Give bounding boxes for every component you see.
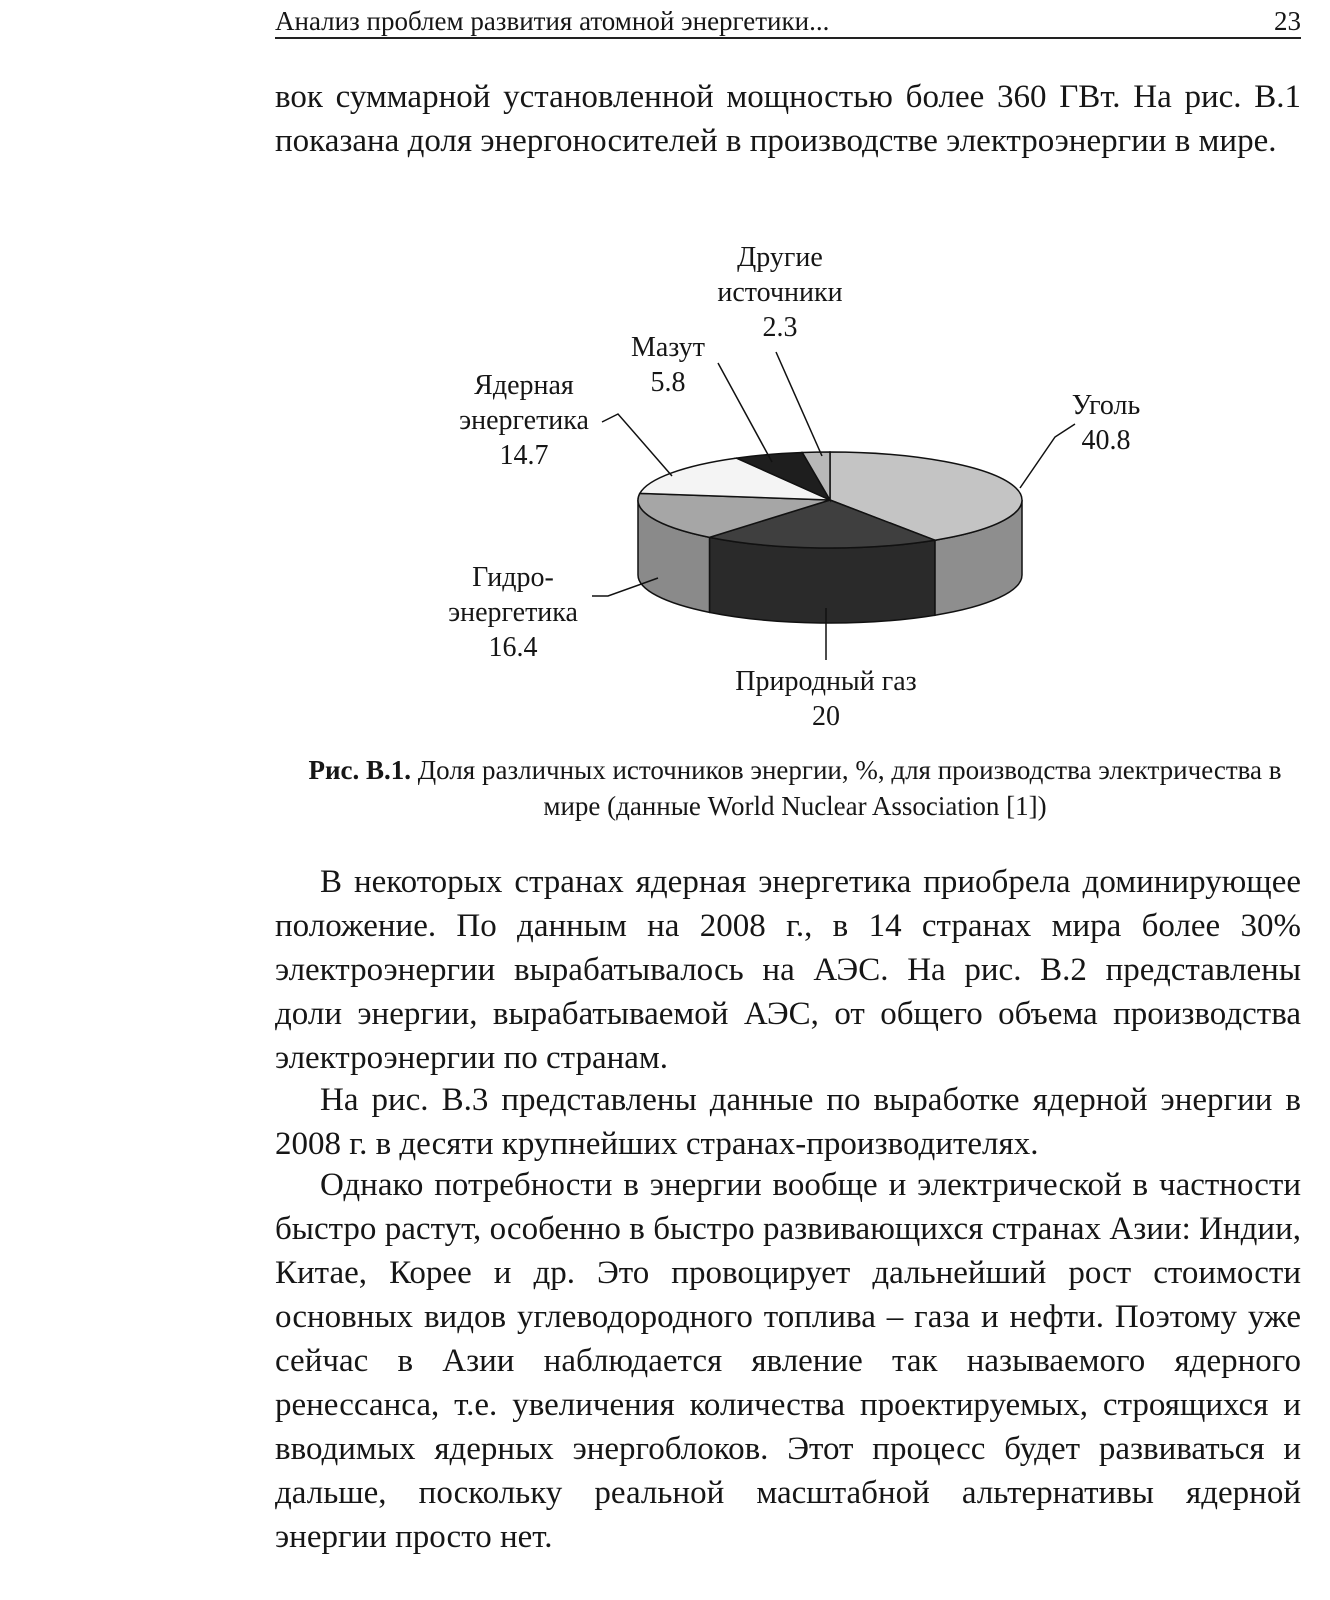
pie-side-natural-gas [709,537,934,623]
slice-label-hydro: энергетика [448,597,578,628]
slice-value-other: 2.3 [762,312,798,343]
energy-pie-chart [0,0,1330,750]
figure-caption [285,752,1305,824]
page-number: 23 [1274,6,1301,36]
slice-value-nuclear: 14.7 [499,440,549,471]
running-title: Анализ проблем развития атомной энергетики... [275,6,830,36]
slice-value-coal: 40.8 [1081,425,1131,456]
leader-line-coal [1020,424,1075,488]
leader-line-nuclear [602,414,672,476]
leader-line-other [776,352,822,456]
paragraph-top-producers: На рис. В.3 представлены данные по выработке ядерной энергии в 2008 г. в десяти крупнейших странах-производителях. [275,1082,1301,1162]
slice-label-fuel-oil: Мазут [630,332,706,363]
paragraph-renaissance: Однако потребности в энергии вообще и электрической в частности быстро растут, особенно в быстро развивающихся странах Азии: Индии, Китае, Корее и др. Это провоцирует дальнейший рост стоимости основных видов углеводородного топлива – газа и нефти. Поэтому уже сейчас в Азии наблюдается явление так называемого ядерного ренессанса, т.е. увеличения количества проектируемых, строящихся и вводимых ядерных энергоблоков. Этот процесс будет развиваться и дальше, поскольку реальной масштабной альтернативы ядерной энергии просто нет. [275,1167,1301,1555]
slice-value-hydro: 16.4 [488,632,538,663]
slice-label-hydro: Гидро- [472,562,554,593]
paragraph-intro: вок суммарной установленной мощностью более 360 ГВт. На рис. В.1 показана доля энергоносителей в производстве электроэнергии в мире. [275,79,1301,159]
slice-label-natural-gas: Природный газ [735,666,917,697]
figure-caption-text: Доля различных источников энергии, %, для производства электричества в мире (данные World Nuclear Association [1]) [417,755,1282,821]
slice-label-other: источники [717,277,843,308]
slice-label-nuclear: Ядерная [474,370,574,401]
paragraph-dominance: В некоторых странах ядерная энергетика приобрела доминирующее положение. По данным на 2008 г., в 14 странах мира более 30% электроэнергии вырабатывалось на АЭС. На рис. В.2 представлены доли энергии, вырабатываемой АЭС, от общего объема производства электроэнергии по странам. [275,864,1301,1076]
slice-label-other: Другие [737,242,823,273]
slice-label-nuclear: энергетика [459,405,589,436]
slice-value-natural-gas: 20 [812,701,840,732]
slice-value-fuel-oil: 5.8 [650,367,686,398]
slice-label-coal: Уголь [1071,390,1141,421]
leader-line-fuel-oil [718,363,772,462]
figure-caption-label: Рис. В.1. [308,755,412,785]
